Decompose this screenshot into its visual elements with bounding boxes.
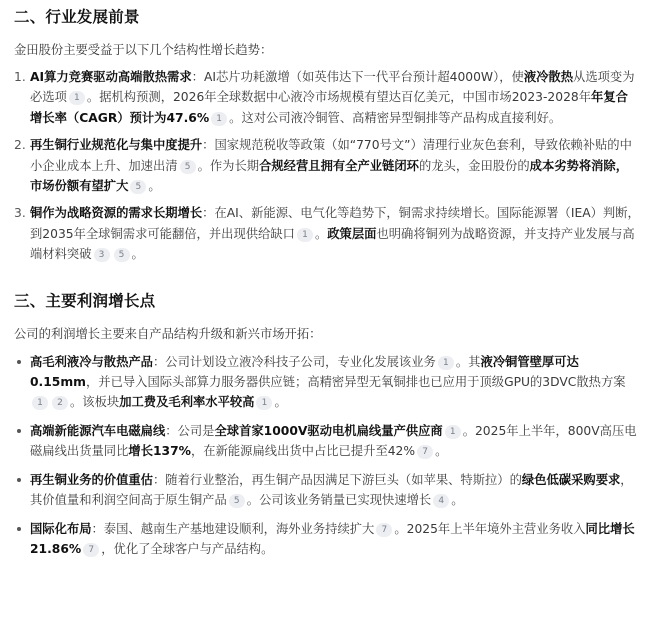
body-text: 的龙头，金田股份的 bbox=[418, 158, 530, 173]
list-item bbox=[14, 135, 640, 196]
body-text: ，优化了全球客户与产品结构。 bbox=[101, 541, 274, 556]
bold-text: 液冷铜管壁厚可达0.15mm bbox=[30, 354, 579, 390]
section-intro: 公司的利润增长主要来自产品结构升级和新兴市场开拓： bbox=[14, 326, 322, 341]
bold-text: 全球首家1000V驱动电机扁线量产供应商 bbox=[214, 423, 443, 438]
section-intro: 金田股份主要受益于以下几个结构性增长趋势： bbox=[14, 43, 273, 57]
body-text: ：在AI、新能源、电气化等趋势下，铜需求持续增长。国际能源署（IEA）判断，到2035年全球铜需求可能翻倍，并出现供给缺口 bbox=[30, 206, 640, 241]
body-text: 。该板块 bbox=[70, 395, 120, 410]
citation-badge[interactable]: 7 bbox=[83, 543, 99, 557]
list-number: 1. bbox=[14, 70, 26, 84]
bold-text: 增长137% bbox=[128, 444, 191, 459]
list-number: 3. bbox=[14, 206, 26, 221]
bold-text: 合规经营且拥有全产业链闭环 bbox=[259, 158, 419, 173]
citation-badge[interactable]: 2 bbox=[52, 396, 68, 410]
citation-badge[interactable]: 1 bbox=[32, 396, 48, 410]
body-text: ：公司计划设立液冷科技子公司，专业化发展该业务 bbox=[152, 354, 436, 369]
body-text: 。 bbox=[451, 493, 464, 508]
citation-badge[interactable]: 1 bbox=[297, 228, 313, 242]
citation-badge[interactable]: 5 bbox=[114, 248, 130, 262]
body-text: ，在新能源扁线出货中占比已提升至42% bbox=[190, 444, 416, 459]
body-text: 。公司该业务销量已实现快速增长 bbox=[246, 493, 432, 508]
bold-text: 成本劣势将消除，市场份额有望扩大 bbox=[30, 158, 629, 194]
bullet-list bbox=[14, 352, 640, 560]
section-heading-industry-outlook: 二、行业发展前景 bbox=[14, 8, 140, 26]
list-item bbox=[14, 519, 640, 560]
bold-text: 同比增长21.86% bbox=[30, 521, 635, 556]
bold-text: 年复合增长率（CAGR）预计为47.6% bbox=[30, 90, 628, 125]
body-text: 。 bbox=[314, 226, 328, 241]
body-text: 。这对公司液冷铜管、高精密异型铜排等产品构成直接利好。 bbox=[229, 110, 562, 125]
bold-text: 加工费及毛利率水平较高 bbox=[119, 395, 255, 410]
body-text: 。 bbox=[435, 444, 448, 459]
body-text: 。据机构预测，2026年全球数据中心液冷市场规模有望达百亿美元，中国市场2023-2028年 bbox=[86, 90, 592, 105]
citation-badge[interactable]: 5 bbox=[130, 180, 146, 194]
bold-text: 政策层面 bbox=[327, 226, 377, 241]
body-text: 。 bbox=[131, 247, 144, 262]
numbered-list bbox=[14, 67, 640, 265]
bullet-icon bbox=[17, 429, 21, 433]
bold-text: AI算力竞赛驱动高端散热需求 bbox=[30, 70, 192, 84]
bold-text: 高毛利液冷与散热产品 bbox=[30, 354, 153, 369]
bold-text: 高端新能源汽车电磁扁线 bbox=[30, 423, 166, 438]
bold-text: 液冷散热 bbox=[523, 70, 574, 84]
body-text: 也明确将铜列为战略资源，并支持产业发展与高端材料突破 bbox=[30, 226, 635, 262]
body-text: 。 bbox=[274, 395, 287, 410]
section-spacer bbox=[14, 265, 640, 277]
body-text: 。 bbox=[148, 179, 161, 194]
body-text: ：国家规范税收等政策（如“770号文”）清理行业灰色套利，导致依赖补贴的中小企业成本上升、加速出清 bbox=[30, 138, 632, 173]
body-text: ：公司是 bbox=[165, 423, 215, 438]
bold-text: 再生铜业务的价值重估 bbox=[30, 472, 153, 487]
citation-badge[interactable]: 1 bbox=[445, 425, 461, 439]
body-text: 。2025年上半年，800V高压电磁扁线出货量同比 bbox=[30, 423, 637, 459]
body-text: 。2025年上半年境外主营业务收入 bbox=[394, 521, 586, 536]
list-number: 2. bbox=[14, 138, 26, 153]
citation-badge[interactable]: 1 bbox=[438, 356, 454, 370]
body-text: ，并已导入国际头部算力服务器供应链；高精密异型无氧铜排也已应用于顶级GPU的3DVC散热方案 bbox=[85, 375, 626, 390]
citation-badge[interactable]: 5 bbox=[229, 494, 245, 508]
list-item bbox=[14, 352, 640, 413]
bold-text: 绿色低碳采购要求 bbox=[521, 472, 621, 487]
body-text: ：随着行业整治，再生铜产品因满足下游巨头（如苹果、特斯拉）的 bbox=[152, 472, 522, 487]
body-text: ：AI芯片功耗激增（如英伟达下一代平台预计超4000W），使 bbox=[191, 70, 524, 84]
citation-badge[interactable]: 7 bbox=[376, 523, 392, 537]
list-item bbox=[14, 67, 640, 128]
body-text: ，其价值量和利润空间高于原生铜产品 bbox=[30, 472, 633, 508]
bullet-icon bbox=[17, 478, 21, 482]
list-item bbox=[14, 203, 640, 264]
citation-badge[interactable]: 1 bbox=[211, 112, 227, 126]
section-heading-profit-growth: 三、主要利润增长点 bbox=[14, 291, 156, 310]
citation-badge[interactable]: 7 bbox=[417, 445, 433, 459]
bold-text: 铜作为战略资源的需求长期增长 bbox=[30, 206, 203, 221]
list-item bbox=[14, 470, 640, 511]
citation-badge[interactable]: 5 bbox=[180, 160, 196, 174]
bold-text: 再生铜行业规范化与集中度提升 bbox=[30, 138, 203, 153]
body-text: 从选项变为必选项 bbox=[30, 70, 635, 105]
body-text: 。作为长期 bbox=[197, 158, 260, 173]
citation-badge[interactable]: 1 bbox=[256, 396, 272, 410]
bold-text: 国际化布局 bbox=[30, 521, 92, 536]
citation-badge[interactable]: 1 bbox=[69, 91, 85, 105]
citation-badge[interactable]: 3 bbox=[94, 248, 110, 262]
body-text: ：泰国、越南生产基地建设顺利，海外业务持续扩大 bbox=[91, 521, 375, 536]
body-text: 。其 bbox=[455, 354, 481, 369]
bullet-icon bbox=[17, 360, 21, 364]
bullet-icon bbox=[17, 527, 21, 531]
list-item bbox=[14, 421, 640, 462]
citation-badge[interactable]: 4 bbox=[433, 494, 449, 508]
